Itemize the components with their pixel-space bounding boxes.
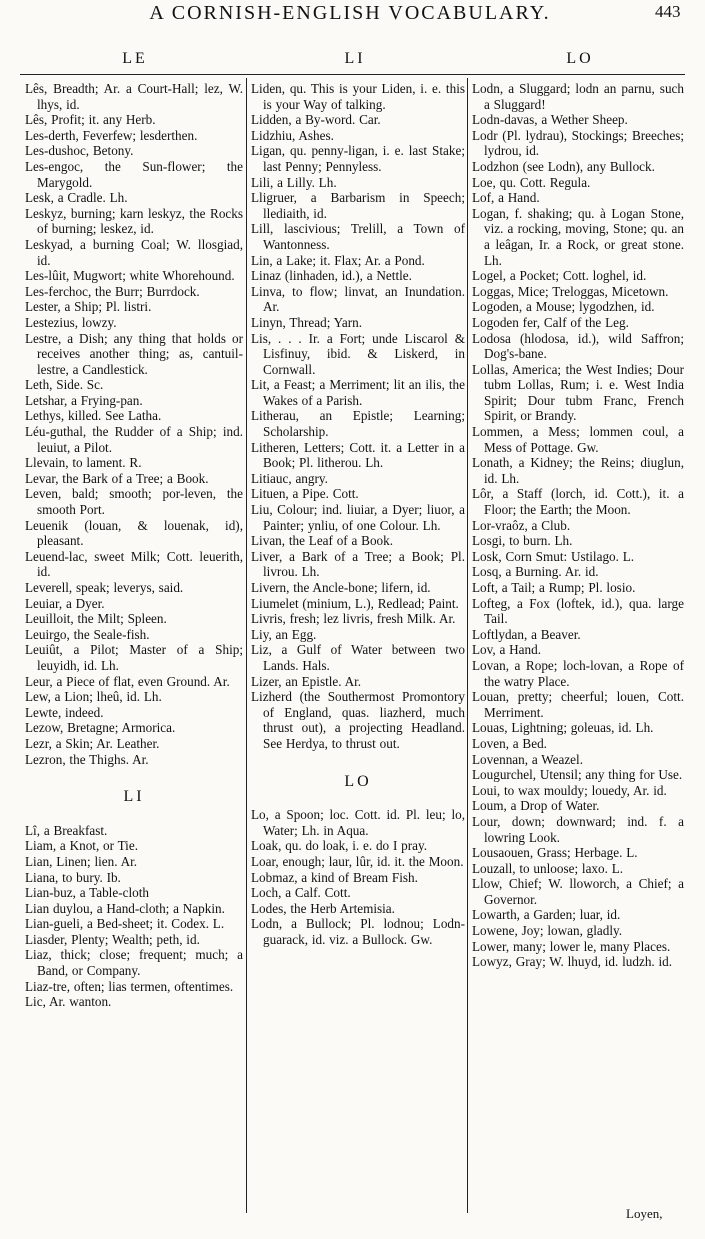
dictionary-entry: Litiauc, angry. <box>251 470 328 486</box>
page-number: 443 <box>655 2 681 21</box>
dictionary-entry: Lôr, a Staff (lorch, id. Cott.), it. a Floor; the Earth; the Moon. <box>472 486 684 518</box>
dictionary-entry: Lovennan, a Weazel. <box>472 751 583 767</box>
dictionary-entry: Livan, the Leaf of a Book. <box>251 533 394 549</box>
dictionary-entry: Lezron, the Thighs. Ar. <box>25 751 149 767</box>
dictionary-entry: Litherau, an Epistle; Learning; Scholarship. <box>251 408 465 440</box>
dictionary-entry: Liaz-tre, often; lias termen, oftentimes. <box>25 978 234 994</box>
dictionary-entry: Logoden fer, Calf of the Leg. <box>472 314 629 330</box>
dictionary-entry: Lethys, killed. See Latha. <box>25 408 162 424</box>
dictionary-entry: Lowarth, a Garden; luar, id. <box>472 907 621 923</box>
dictionary-entry: Lezow, Bretagne; Armorica. <box>25 720 176 736</box>
dictionary-entry: Lowene, Joy; lowan, gladly. <box>472 923 623 939</box>
dictionary-entry: Léu-guthal, the Rudder of a Ship; ind. leuiut, a Pilot. <box>25 424 243 455</box>
column-heading-middle: LI <box>344 50 366 67</box>
dictionary-entry: Liver, a Bark of a Tree; a Book; Pl. livrou. Lh. <box>251 548 465 580</box>
dictionary-entry: Levar, the Bark of a Tree; a Book. <box>25 470 209 486</box>
entry-list-li-continued <box>251 81 465 752</box>
dictionary-entry: Loch, a Calf. Cott. <box>251 885 351 901</box>
section-heading-li: LI <box>123 788 145 806</box>
dictionary-entry: Letshar, a Frying-pan. <box>25 392 143 408</box>
dictionary-entry: Lodn, a Sluggard; lodn an parnu, such a Sluggard! <box>472 81 684 112</box>
dictionary-entry: Leuirgo, the Seale-fish. <box>25 626 150 642</box>
entry-list-li <box>25 823 243 1010</box>
dictionary-entry: Llevain, to lament. R. <box>25 455 142 471</box>
dictionary-entry: Les-lûit, Mugwort; white Whorehound. <box>25 268 235 284</box>
column-divider-right <box>467 78 468 1213</box>
dictionary-entry: Lligruer, a Barbarism in Speech; llediaith, id. <box>251 190 465 221</box>
dictionary-entry: Lezr, a Skin; Ar. Leather. <box>25 735 160 751</box>
dictionary-entry: Lodzhon (see Lodn), any Bullock. <box>472 158 655 174</box>
dictionary-entry: Lian, Linen; lien. Ar. <box>25 853 138 869</box>
dictionary-entry: Leuiar, a Dyer. <box>25 595 105 611</box>
dictionary-entry: Lour, down; downward; ind. f. a lowring Look. <box>472 813 684 845</box>
dictionary-entry: Livern, the Ancle-bone; lifern, id. <box>251 580 431 595</box>
column-heading-left: LE <box>122 50 148 67</box>
dictionary-entry: Liz, a Gulf of Water between two Lands. Hals. <box>251 642 465 673</box>
header-rule <box>20 74 685 75</box>
dictionary-entry: Lestezius, lowzy. <box>25 314 117 330</box>
dictionary-entry: Lew, a Lion; lheû, id. Lh. <box>25 689 162 705</box>
dictionary-entry: Lodr (Pl. lydrau), Stockings; Breeches; lydrou, id. <box>472 127 684 159</box>
dictionary-entry: Lian-buz, a Table-cloth <box>25 885 149 901</box>
entry-list-lo <box>251 807 465 947</box>
dictionary-entry: Lommen, a Mess; lommen coul, a Mess of Pottage. Gw. <box>472 424 684 455</box>
dictionary-entry: Loftlydan, a Beaver. <box>472 626 581 642</box>
page-title: A CORNISH-ENGLISH VOCABULARY. <box>149 2 551 24</box>
dictionary-entry: Linaz (linhaden, id.), a Nettle. <box>251 268 412 284</box>
section-heading-lo: LO <box>344 772 372 790</box>
dictionary-entry: Louan, pretty; cheerful; louen, Cott. Merriment. <box>472 689 684 720</box>
dictionary-entry: Lês, Profit; it. any Herb. <box>25 112 156 128</box>
dictionary-entry: Lian-gueli, a Bed-sheet; it. Codex. L. <box>25 916 225 932</box>
column-right <box>472 81 684 970</box>
dictionary-entry: Lonath, a Kidney; the Reins; diuglun, id. Lh. <box>472 455 684 486</box>
dictionary-entry: Lo, a Spoon; loc. Cott. id. Pl. leu; lo, Water; Lh. in Aqua. <box>251 807 465 838</box>
dictionary-entry: Losk, Corn Smut: Ustilago. L. <box>472 548 635 564</box>
dictionary-entry: Liden, qu. This is your Liden, i. e. this is your Way of talking. <box>251 81 465 112</box>
dictionary-entry: Lester, a Ship; Pl. listri. <box>25 299 152 315</box>
dictionary-entry: Louzall, to unloose; laxo. L. <box>472 860 624 876</box>
dictionary-entry: Livris, fresh; lez livris, fresh Milk. Ar. <box>251 611 456 627</box>
dictionary-entry: Losgi, to burn. Lh. <box>472 533 573 549</box>
dictionary-entry: Losq, a Burning. Ar. id. <box>472 564 599 580</box>
dictionary-entry: Liam, a Knot, or Tie. <box>25 838 138 854</box>
dictionary-entry: Lin, a Lake; it. Flax; Ar. a Pond. <box>251 252 425 268</box>
dictionary-entry: Les-dushoc, Betony. <box>25 143 134 159</box>
dictionary-entry: Leverell, speak; leverys, said. <box>25 580 184 595</box>
dictionary-entry: Liumelet (minium, L.), Redlead; Paint. <box>251 595 459 611</box>
dictionary-entry: Les-engoc, the Sun-flower; the Marygold. <box>25 158 243 190</box>
dictionary-entry: Lodes, the Herb Artemisia. <box>251 900 395 916</box>
dictionary-entry: Loui, to wax mouldy; louedy, Ar. id. <box>472 782 667 798</box>
dictionary-entry: Llow, Chief; W. lloworch, a Chief; a Governor. <box>472 876 684 907</box>
dictionary-entry: Lis, . . . Ir. a Fort; unde Liscarol & Lisfinuy, ibid. & Liskerd, in Cornwall. <box>251 330 465 377</box>
dictionary-entry: Logoden, a Mouse; lygodzhen, id. <box>472 299 655 315</box>
dictionary-entry: Leuenik (louan, & louenak, id), pleasant. <box>25 517 243 549</box>
dictionary-entry: Lof, a Hand. <box>472 190 540 206</box>
dictionary-entry: Lês, Breadth; Ar. a Court-Hall; lez, W. lhys, id. <box>25 81 243 112</box>
entry-list-lo-continued <box>472 81 684 970</box>
dictionary-entry: Leuilloit, the Milt; Spleen. <box>25 611 167 627</box>
dictionary-entry: Leskyz, burning; karn leskyz, the Rocks of burning; leskez, id. <box>25 205 243 237</box>
dictionary-entry: Lî, a Breakfast. <box>25 822 108 838</box>
dictionary-entry: Liu, Colour; ind. liuiar, a Dyer; liuor, a Painter; ynliu, of one Colour. Lh. <box>251 502 465 533</box>
dictionary-entry: Litheren, Letters; Cott. it. a Letter in a Book; Pl. litherou. Lh. <box>251 439 465 471</box>
dictionary-entry: Lollas, America; the West Indies; Dour tubm Lollas, Rum; i. e. West India Spirit; Dour tubm Franc, French Spirit, or Brandy. <box>472 361 684 424</box>
dictionary-entry: Leven, bald; smooth; por-leven, the smooth Port. <box>25 486 243 518</box>
dictionary-entry: Liasder, Plenty; Wealth; peth, id. <box>25 931 200 947</box>
dictionary-entry: Leskyad, a burning Coal; W. llosgiad, id. <box>25 236 243 268</box>
dictionary-entry: Leuiût, a Pilot; Master of a Ship; leuyidh, id. Lh. <box>25 642 243 673</box>
dictionary-entry: Loe, qu. Cott. Regula. <box>472 174 591 190</box>
dictionary-entry: Loum, a Drop of Water. <box>472 798 600 814</box>
dictionary-entry: Lodn-davas, a Wether Sheep. <box>472 112 628 128</box>
dictionary-entry: Lesk, a Cradle. Lh. <box>25 190 128 206</box>
dictionary-entry: Lian duylou, a Hand-cloth; a Napkin. <box>25 900 225 916</box>
dictionary-entry: Logan, f. shaking; qu. à Logan Stone, viz. a rocking, moving, Stone; qu. an a leâgan, Ir. a Rock, or great stone. Lh. <box>472 205 684 268</box>
dictionary-entry: Lodn, a Bullock; Pl. lodnou; Lodn-guarack, id. viz. a Bullock. Gw. <box>251 916 465 947</box>
dictionary-entry: Lill, lascivious; Trelill, a Town of Wantonness. <box>251 221 465 252</box>
dictionary-entry: Lit, a Feast; a Merriment; lit an ilis, the Wakes of a Parish. <box>251 377 465 408</box>
dictionary-entry: Lofteg, a Fox (loftek, id.), qua. large Tail. <box>472 595 684 627</box>
dictionary-entry: Loft, a Tail; a Rump; Pl. losio. <box>472 580 636 595</box>
dictionary-entry: Louas, Lightning; goleuas, id. Lh. <box>472 720 654 736</box>
dictionary-entry: Lizer, an Epistle. Ar. <box>251 673 362 689</box>
dictionary-entry: Liy, an Egg. <box>251 626 317 642</box>
dictionary-entry: Linyn, Thread; Yarn. <box>251 314 363 330</box>
dictionary-entry: Lic, Ar. wanton. <box>25 994 112 1010</box>
dictionary-entry: Lili, a Lilly. Lh. <box>251 174 337 190</box>
dictionary-entry: Lougurchel, Utensil; any thing for Use. <box>472 767 683 783</box>
column-left <box>25 81 243 1010</box>
dictionary-entry: Lizherd (the Southermost Promontory of England, quas. liazherd, much thrust out), a projecting Headland. See Herdya, to thrust out. <box>251 689 465 751</box>
column-divider-left <box>246 78 247 1213</box>
dictionary-entry: Lowyz, Gray; W. lhuyd, id. ludzh. id. <box>472 954 673 970</box>
dictionary-entry: Loven, a Bed. <box>472 735 547 751</box>
dictionary-entry: Lewte, indeed. <box>25 704 104 720</box>
dictionary-entry: Lor-vraôz, a Club. <box>472 517 571 533</box>
dictionary-entry: Liana, to bury. Ib. <box>25 869 121 885</box>
catchword: Loyen, <box>626 1206 663 1221</box>
dictionary-entry: Lituen, a Pipe. Cott. <box>251 486 359 502</box>
dictionary-entry: Lousaouen, Grass; Herbage. L. <box>472 845 638 861</box>
dictionary-entry: Leuend-lac, sweet Milk; Cott. leuerith, id. <box>25 548 243 580</box>
dictionary-entry: Linva, to flow; linvat, an Inundation. Ar. <box>251 283 465 315</box>
dictionary-entry: Loak, qu. do loak, i. e. do I pray. <box>251 838 428 854</box>
dictionary-entry: Loar, enough; laur, lûr, id. it. the Moon. <box>251 853 464 869</box>
column-heading-right: LO <box>566 50 594 67</box>
dictionary-entry: Lower, many; lower le, many Places. <box>472 938 671 954</box>
dictionary-entry: Lovan, a Rope; loch-lovan, a Rope of the watry Place. <box>472 657 684 689</box>
dictionary-entry: Lov, a Hand. <box>472 642 541 658</box>
dictionary-entry: Loggas, Mice; Treloggas, Micetown. <box>472 283 669 299</box>
entry-list-le <box>25 81 243 767</box>
dictionary-entry: Lidzhiu, Ashes. <box>251 127 334 143</box>
dictionary-entry: Lodosa (hlodosa, id.), wild Saffron; Dog's-bane. <box>472 330 684 362</box>
dictionary-entry: Ligan, qu. penny-ligan, i. e. last Stake; last Penny; Pennyless. <box>251 143 465 174</box>
dictionary-entry: Liaz, thick; close; frequent; much; a Band, or Company. <box>25 947 243 979</box>
dictionary-entry: Leth, Side. Sc. <box>25 377 104 393</box>
column-middle <box>251 81 465 947</box>
dictionary-entry: Logel, a Pocket; Cott. loghel, id. <box>472 268 647 284</box>
dictionary-entry: Lobmaz, a kind of Bream Fish. <box>251 869 418 885</box>
dictionary-entry: Les-derth, Feverfew; lesderthen. <box>25 127 198 143</box>
dictionary-entry: Leur, a Piece of flat, even Ground. Ar. <box>25 673 230 689</box>
dictionary-entry: Les-ferchoc, the Burr; Burrdock. <box>25 283 200 299</box>
dictionary-entry: Lestre, a Dish; any thing that holds or receives another thing; as, cantuil-lestre, a Candlestick. <box>25 330 243 377</box>
dictionary-entry: Lidden, a By-word. Car. <box>251 112 381 128</box>
